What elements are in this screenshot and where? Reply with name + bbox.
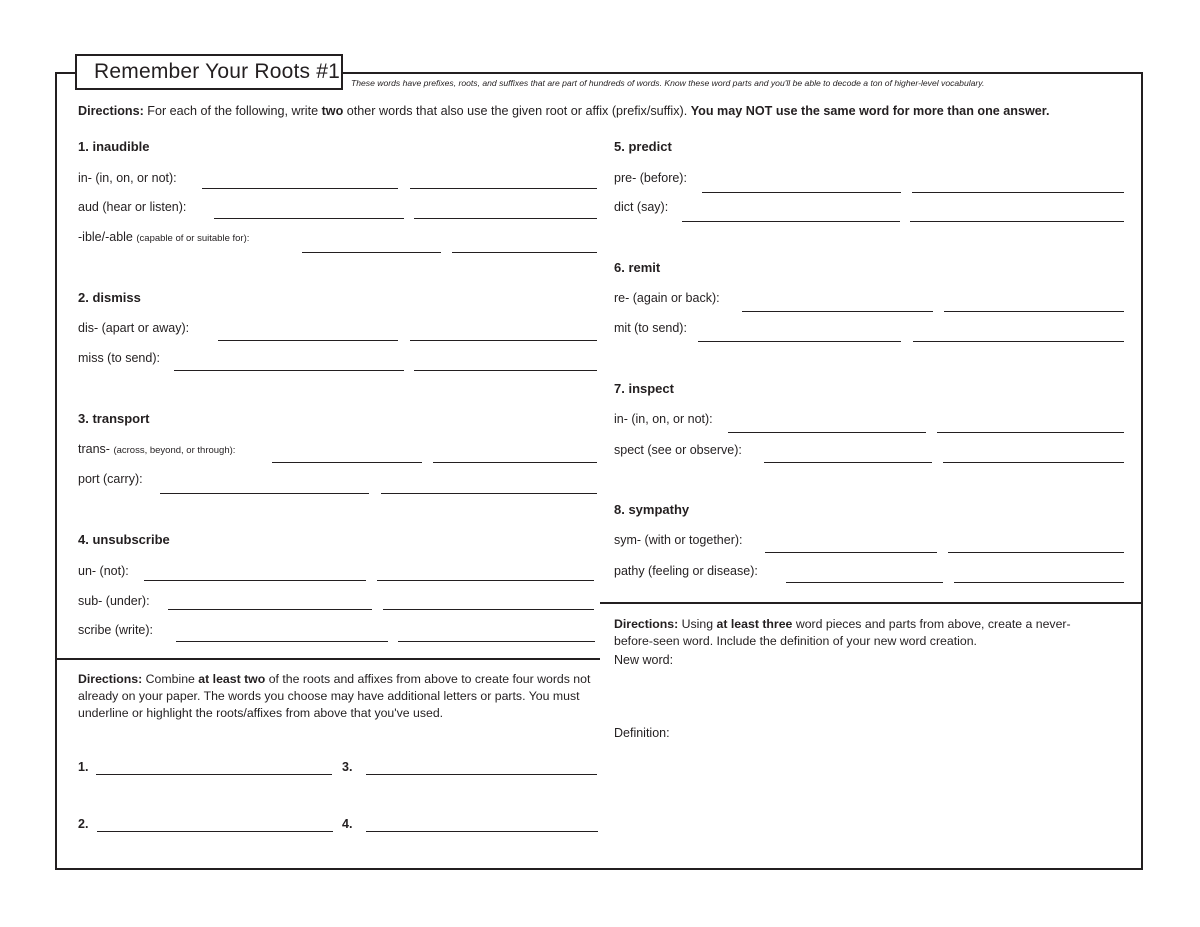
part-label-pre: pre- (before): (614, 171, 687, 185)
item-heading-transport: 3. transport (78, 411, 150, 426)
directions-rule: You may NOT use the same word for more than one answer. (690, 104, 1050, 118)
item-heading-inaudible: 1. inaudible (78, 139, 150, 154)
answer-line[interactable] (786, 582, 943, 583)
item-heading-sympathy: 8. sympathy (614, 502, 690, 517)
answer-line[interactable] (765, 552, 937, 553)
part-label-trans-text: trans- (78, 442, 110, 456)
create-directions-label: Directions: (614, 617, 679, 631)
part-label-in: in- (in, on, or not): (78, 171, 177, 185)
combine-at-least-two: at least two (198, 672, 266, 686)
answer-line[interactable] (452, 252, 597, 253)
answer-line[interactable] (168, 609, 372, 610)
answer-line[interactable] (433, 462, 597, 463)
create-at-least-three: at least three (716, 617, 793, 631)
answer-line[interactable] (702, 192, 901, 193)
answer-line[interactable] (202, 188, 398, 189)
part-label-spect: spect (see or observe): (614, 443, 742, 457)
answer-line[interactable] (913, 341, 1124, 342)
answer-line[interactable] (410, 340, 597, 341)
part-label-trans (78, 442, 235, 456)
combine-text-a: Combine (145, 672, 195, 686)
combine-answer-line[interactable] (97, 831, 333, 832)
combine-number-4: 4. (342, 817, 353, 831)
combine-answer-line[interactable] (366, 774, 597, 775)
answer-line[interactable] (764, 462, 932, 463)
combine-answer-line[interactable] (96, 774, 332, 775)
part-label-dis: dis- (apart or away): (78, 321, 190, 335)
answer-line[interactable] (410, 188, 597, 189)
answer-line[interactable] (414, 370, 597, 371)
definition-label: Definition: (614, 726, 670, 740)
create-text-b: word pieces and parts from above, create a never-before-seen word. Include the definition of your new word creation. (614, 617, 1071, 648)
combine-number-1: 1. (78, 760, 89, 774)
combine-number-3: 3. (342, 760, 353, 774)
directions-text-b: other words that also use the given root or affix (prefix/suffix). (346, 104, 688, 118)
part-label-dict: dict (say): (614, 200, 669, 214)
answer-line[interactable] (937, 432, 1124, 433)
item-heading-predict: 5. predict (614, 139, 672, 154)
create-text-a: Using (681, 617, 714, 631)
answer-line[interactable] (160, 493, 369, 494)
part-label-mit: mit (to send): (614, 321, 687, 335)
directions-label: Directions: (78, 104, 144, 118)
answer-line[interactable] (910, 221, 1124, 222)
answer-line[interactable] (144, 580, 366, 581)
new-word-label: New word: (614, 653, 674, 667)
answer-line[interactable] (398, 641, 595, 642)
section-divider-left (56, 658, 600, 660)
answer-line[interactable] (383, 609, 594, 610)
combine-directions (78, 671, 593, 722)
answer-line[interactable] (377, 580, 594, 581)
combine-number-2: 2. (78, 817, 89, 831)
answer-line[interactable] (948, 552, 1124, 553)
part-label-sub: sub- (under): (78, 594, 150, 608)
answer-line[interactable] (954, 582, 1124, 583)
create-directions (614, 616, 1084, 650)
answer-line[interactable] (414, 218, 597, 219)
combine-text-b: of the roots and affixes from above to create four words not already on your paper. The words you choose may have additional letters or parts. You must underline or highlight the roots/affixes from above that you've used. (78, 672, 591, 720)
answer-line[interactable] (728, 432, 926, 433)
answer-line[interactable] (698, 341, 901, 342)
part-label-ible-text: -ible/-able (78, 230, 133, 244)
item-heading-remit: 6. remit (614, 260, 661, 275)
answer-line[interactable] (272, 462, 422, 463)
directions-text-a: For each of the following, write (147, 104, 319, 118)
worksheet-subtitle: These words have prefixes, roots, and suffixes that are part of hundreds of words. Know these word parts and you'll be able to decode a ton of higher-level vocabulary. (351, 78, 985, 88)
directions-two: two (321, 104, 344, 118)
item-heading-unsubscribe: 4. unsubscribe (78, 532, 170, 547)
combine-answer-line[interactable] (366, 831, 598, 832)
part-label-port: port (carry): (78, 472, 143, 486)
answer-line[interactable] (682, 221, 900, 222)
answer-line[interactable] (214, 218, 404, 219)
part-label-pathy: pathy (feeling or disease): (614, 564, 758, 578)
part-label-scribe: scribe (write): (78, 623, 154, 637)
answer-line[interactable] (742, 311, 933, 312)
part-label-in-inspect: in- (in, on, or not): (614, 412, 713, 426)
section-divider-right (600, 602, 1142, 604)
item-heading-dismiss: 2. dismiss (78, 290, 141, 305)
part-label-aud: aud (hear or listen): (78, 200, 187, 214)
answer-line[interactable] (944, 311, 1124, 312)
part-label-ible-paren: (capable of or suitable for): (136, 233, 250, 244)
part-label-re: re- (again or back): (614, 291, 720, 305)
part-label-sym: sym- (with or together): (614, 533, 743, 547)
part-label-miss: miss (to send): (78, 351, 160, 365)
answer-line[interactable] (912, 192, 1124, 193)
combine-directions-label: Directions: (78, 672, 143, 686)
worksheet-title: Remember Your Roots #1 (75, 54, 343, 90)
answer-line[interactable] (943, 462, 1124, 463)
item-heading-inspect: 7. inspect (614, 381, 674, 396)
answer-line[interactable] (176, 641, 388, 642)
part-label-trans-paren: (across, beyond, or through): (113, 445, 236, 456)
part-label-un: un- (not): (78, 564, 129, 578)
answer-line[interactable] (218, 340, 398, 341)
answer-line[interactable] (302, 252, 441, 253)
answer-line[interactable] (174, 370, 404, 371)
main-directions (78, 104, 1049, 118)
answer-line[interactable] (381, 493, 597, 494)
part-label-ible (78, 230, 249, 244)
